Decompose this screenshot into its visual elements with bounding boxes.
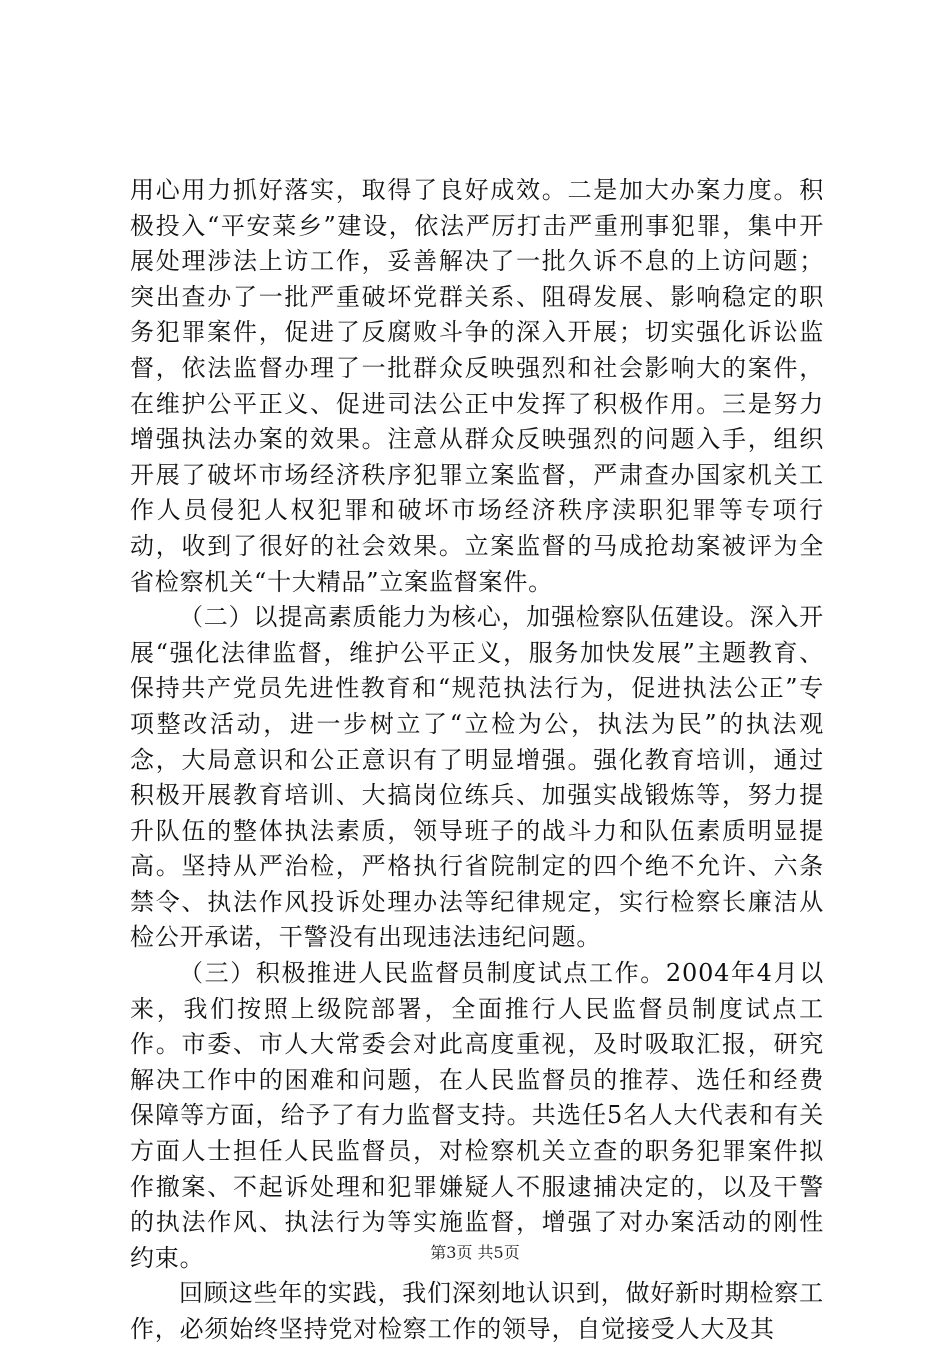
page-footer: 第3页 共5页 [430, 1243, 520, 1262]
paragraph-1: 用心用力抓好落实，取得了良好成效。二是加大办案力度。积极投入“平安菜乡”建设，依法严厉打击严重刑事犯罪，集中开展处理涉法上访工作，妥善解决了一批久诉不息的上访问题；突出查办了一批严重破坏党群关系、阻碍发展、影响稳定的职务犯罪案件，促进了反腐败斗争的深入开展；切实强化诉讼监督，依法监督办理了一批群众反映强烈和社会影响大的案件，在维护公平正义、促进司法公正中发挥了积极作用。三是努力增强执法办案的效果。注意从群众反映强烈的问题入手，组织开展了破坏市场经济秩序犯罪立案监督，严肃查办国家机关工作人员侵犯人权犯罪和破坏市场经济秩序渎职犯罪等专项行动，收到了很好的社会效果。立案监督的马成抢劫案被评为全省检察机关“十大精品”立案监督案件。 [130, 176, 824, 596]
document-body [130, 173, 824, 1348]
paragraph-3: （三）积极推进人民监督员制度试点工作。2004年4月以来，我们按照上级院部署，全面推行人民监督员制度试点工作。市委、市人大常委会对此高度重视，及时吸取汇报，研究解决工作中的困难和问题，在人民监督员的推荐、选任和经费保障等方面，给予了有力监督支持。共选任5名人大代表和有关方面人士担任人民监督员，对检察机关立查的职务犯罪案件拟作撤案、不起诉处理和犯罪嫌疑人不服逮捕决定的，以及干警的执法作风、执法行为等实施监督，增强了对办案活动的刚性约束。 [130, 959, 824, 1272]
paragraph-4: 回顾这些年的实践，我们深刻地认识到，做好新时期检察工作，必须始终坚持党对检察工作的领导，自觉接受人大及其 [130, 1279, 824, 1343]
paragraph-2: （二）以提高素质能力为核心，加强检察队伍建设。深入开展“强化法律监督，维护公平正义，服务加快发展”主题教育、保持共产党员先进性教育和“规范执法行为，促进执法公正”专项整改活动，进一步树立了“立检为公，执法为民”的执法观念，大局意识和公正意识有了明显增强。强化教育培训，通过积极开展教育培训、大搞岗位练兵、加强实战锻炼等，努力提升队伍的整体执法素质，领导班子的战斗力和队伍素质明显提高。坚持从严治检，严格执行省院制定的四个绝不允许、六条禁令、执法作风投诉处理办法等纪律规定，实行检察长廉洁从检公开承诺，干警没有出现违法违纪问题。 [130, 603, 824, 952]
